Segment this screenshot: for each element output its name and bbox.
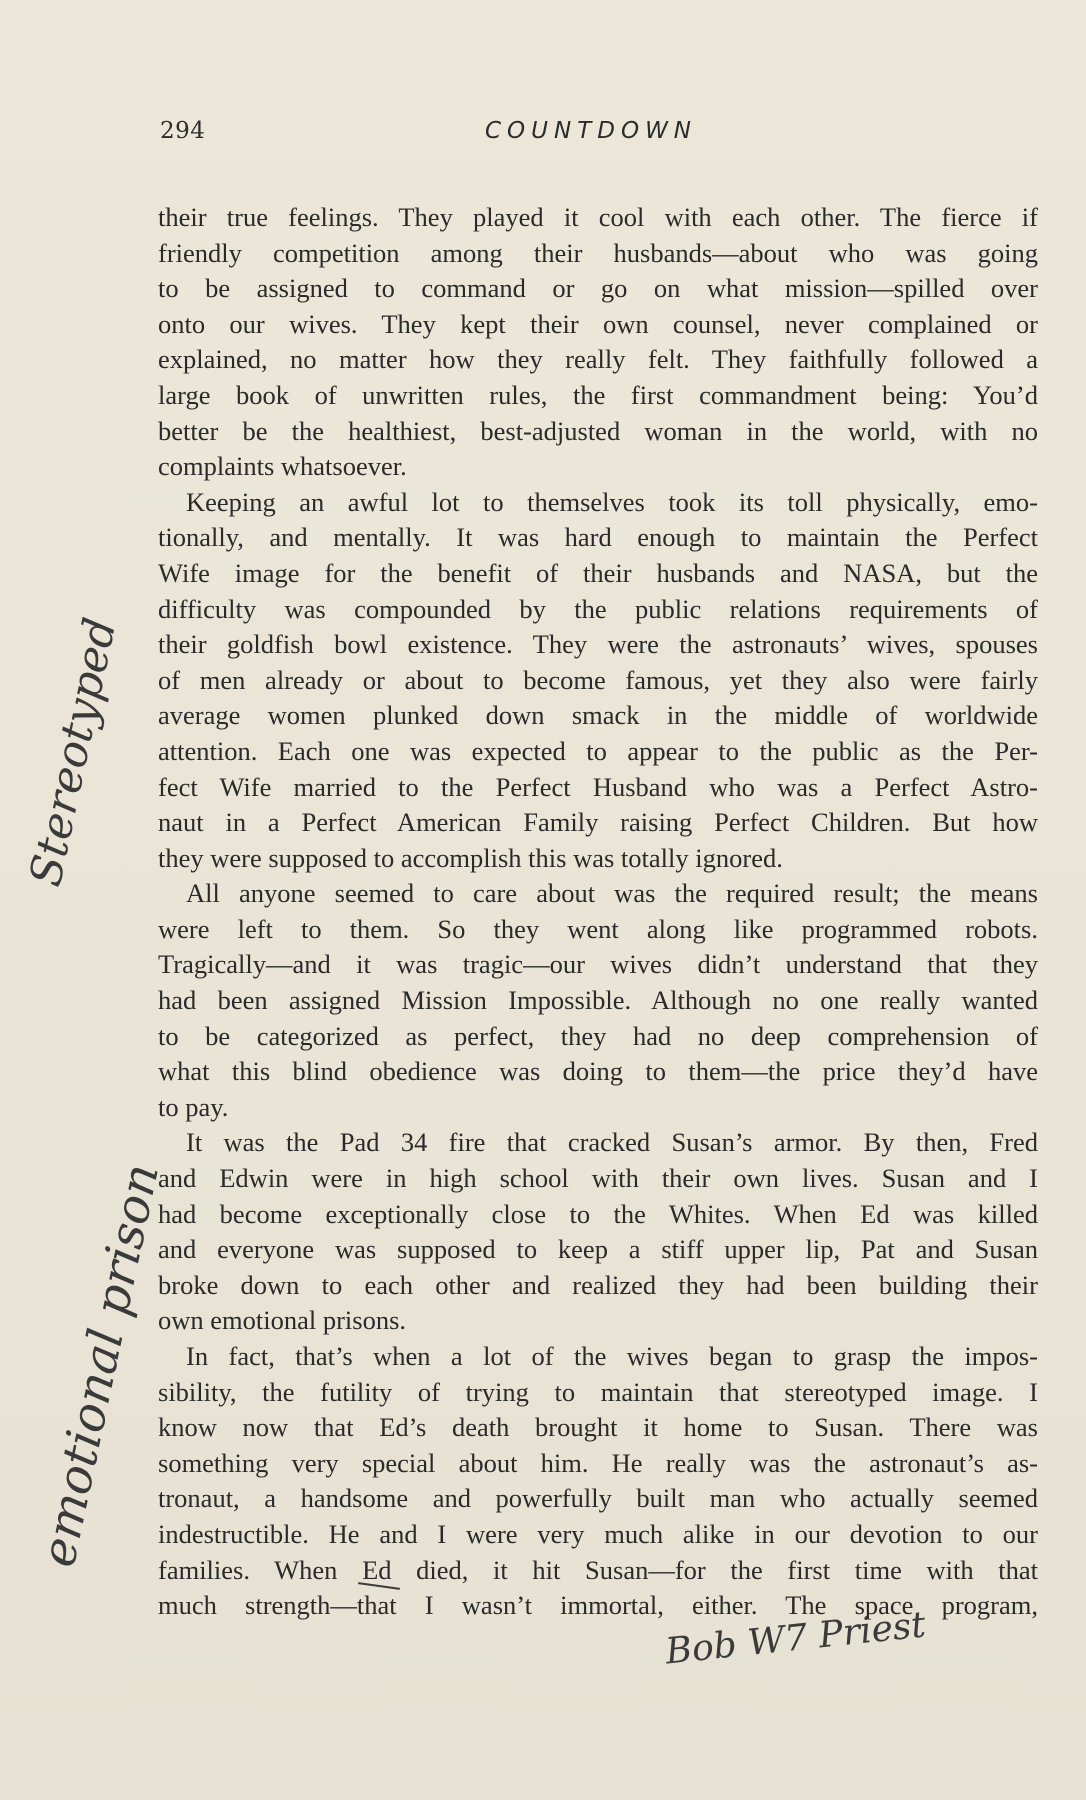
text-line: All anyone seemed to care about was the required result; the means <box>186 878 1038 909</box>
body-text <box>158 200 1038 1624</box>
text-line: own emotional prisons. <box>158 1305 407 1336</box>
text-line: were left to them. So they went along like programmed robots. <box>158 913 1038 944</box>
text-line: onto our wives. They kept their own counsel, never complained or <box>158 308 1038 339</box>
text-line: attention. Each one was expected to appear to the public as the Per- <box>158 735 1038 766</box>
text-line: broke down to each other and realized they had been building their <box>158 1269 1038 1300</box>
text-line: tronaut, a handsome and powerfully built man who actually seemed <box>158 1483 1038 1514</box>
margin-note-stereotyped: Stereotyped <box>20 613 127 891</box>
text-line: average women plunked down smack in the middle of worldwide <box>158 700 1038 731</box>
text-line: It was the Pad 34 fire that cracked Susan’s armor. By then, Fred <box>186 1127 1038 1158</box>
page-number: 294 <box>160 118 206 144</box>
text-line: In fact, that’s when a lot of the wives began to grasp the impos- <box>186 1341 1038 1371</box>
text-line: difficulty was compounded by the public relations requirements of <box>158 593 1038 624</box>
text-line: and everyone was supposed to keep a stiff upper lip, Pat and Susan <box>158 1234 1038 1265</box>
text-line: families. When Ed died, it hit Susan—for the first time with that <box>158 1554 1038 1585</box>
text-line: something very special about him. He really was the astronaut’s as- <box>158 1447 1038 1478</box>
text-line: explained, no matter how they really felt. They faithfully followed a <box>158 344 1038 375</box>
text-line: had become exceptionally close to the Whites. When Ed was killed <box>158 1198 1038 1229</box>
text-line: know now that Ed’s death brought it home to Susan. There was <box>158 1412 1038 1443</box>
text-line: Wife image for the benefit of their husbands and NASA, but the <box>158 557 1038 588</box>
text-line: tionally, and mentally. It was hard enough to maintain the Perfect <box>158 522 1038 553</box>
text-line: to be assigned to command or go on what mission—spilled over <box>158 273 1038 304</box>
text-line: sibility, the futility of trying to maintain that stereotyped image. I <box>158 1376 1038 1407</box>
text-line: friendly competition among their husbands—about who was going <box>158 237 1038 268</box>
text-line: their true feelings. They played it cool with each other. The fierce if <box>158 202 1038 232</box>
text-line: much strength—that I wasn’t immortal, either. The space program, <box>158 1590 1038 1621</box>
text-line: Keeping an awful lot to themselves took its toll physically, emo- <box>186 486 1038 517</box>
text-line: indestructible. He and I were very much alike in our devotion to our <box>158 1518 1038 1549</box>
text-line: their goldfish bowl existence. They were the astronauts’ wives, spouses <box>158 629 1038 660</box>
text-line: fect Wife married to the Perfect Husband who was a Perfect Astro- <box>158 771 1038 802</box>
text-line: to pay. <box>158 1091 229 1122</box>
text-line: better be the healthiest, best-adjusted woman in the world, with no <box>158 415 1038 446</box>
text-line: complaints whatsoever. <box>158 451 407 482</box>
text-line: of men already or about to become famous, yet they also were fairly <box>158 664 1038 695</box>
text-line: naut in a Perfect American Family raising Perfect Children. But how <box>158 807 1038 838</box>
text-line: large book of unwritten rules, the first commandment being: You’d <box>158 379 1038 410</box>
running-head: COUNTDOWN <box>485 118 698 144</box>
text-line: had been assigned Mission Impossible. Although no one really wanted <box>158 985 1038 1016</box>
margin-note-emotional-prison: emotional prison <box>30 1158 171 1572</box>
page-header <box>160 118 1040 158</box>
text-line: Tragically—and it was tragic—our wives didn’t understand that they <box>158 949 1038 980</box>
text-line: to be categorized as perfect, they had no deep comprehension of <box>158 1020 1038 1051</box>
text-line: and Edwin were in high school with their own lives. Susan and I <box>158 1163 1038 1194</box>
text-line: they were supposed to accomplish this was totally ignored. <box>158 842 783 873</box>
text-line: what this blind obedience was doing to them—the price they’d have <box>158 1056 1038 1087</box>
handwritten-signature: Bob W7 Priest <box>663 1604 928 1673</box>
